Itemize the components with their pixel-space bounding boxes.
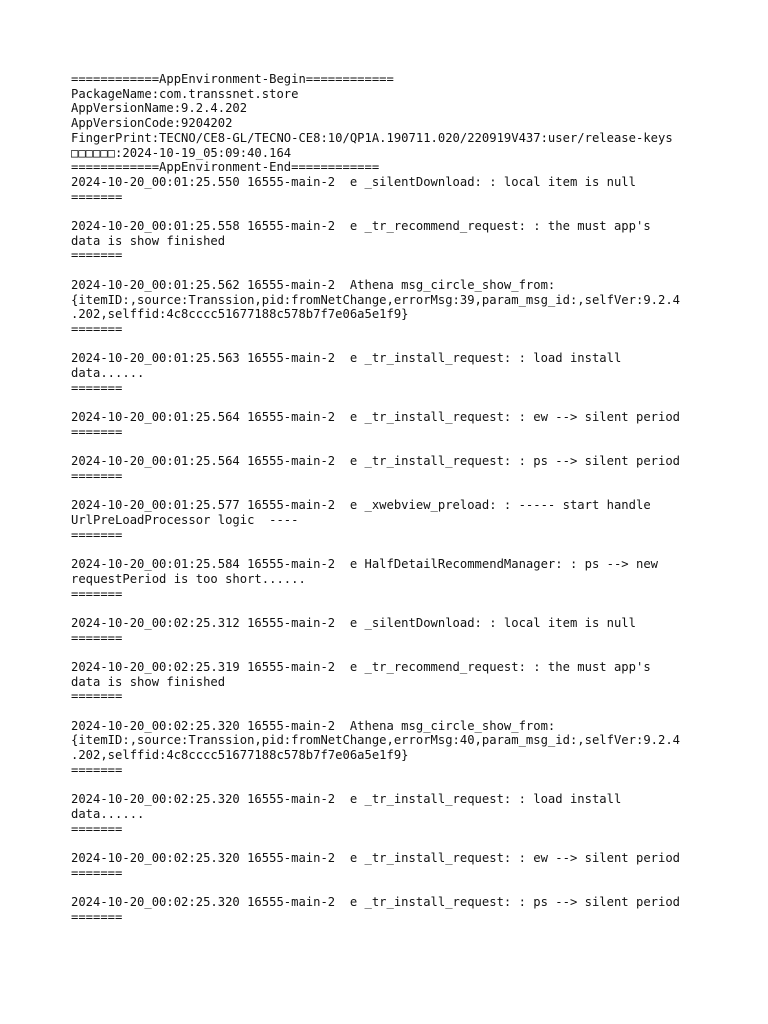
blank-line — [71, 440, 711, 455]
env-line: □□□□□□:2024-10-19_05:09:40.164 — [71, 145, 292, 160]
log-entry-separator: ======= — [71, 380, 123, 395]
log-entry-line: .202,selffid:4c8cccc51677188c578b7f7e06a5e1f9} — [71, 748, 409, 763]
log-entry — [71, 410, 711, 454]
blank-line — [71, 204, 711, 219]
log-entry — [71, 851, 711, 895]
log-entry-separator: ======= — [71, 424, 123, 439]
log-entry-line: 2024-10-20_00:02:25.320 16555-main-2 e _tr_install_request: : ew --> silent period — [71, 851, 681, 866]
log-entry-line: 2024-10-20_00:01:25.577 16555-main-2 e _xwebview_preload: : ----- start handle — [71, 498, 651, 513]
log-entry-line: 2024-10-20_00:01:25.562 16555-main-2 Athena msg_circle_show_from: — [71, 277, 556, 292]
log-entry-separator: ======= — [71, 689, 123, 704]
log-entry-line: requestPeriod is too short...... — [71, 571, 306, 586]
log-entry-line: 2024-10-20_00:02:25.320 16555-main-2 e _tr_install_request: : ps --> silent period — [71, 895, 681, 910]
log-entry-line: 2024-10-20_00:01:25.563 16555-main-2 e _tr_install_request: : load install — [71, 351, 622, 366]
log-entry-line: 2024-10-20_00:01:25.550 16555-main-2 e _silentDownload: : local item is null — [71, 174, 636, 189]
blank-line — [71, 601, 711, 616]
log-entry-line: 2024-10-20_00:01:25.584 16555-main-2 e HalfDetailRecommendManager: : ps --> new — [71, 557, 658, 572]
log-entry-line: 2024-10-20_00:01:25.564 16555-main-2 e _tr_install_request: : ps --> silent period — [71, 454, 681, 469]
env-line: AppVersionCode:9204202 — [71, 116, 233, 131]
log-entry-line: data...... — [71, 806, 145, 821]
log-entry-line: data is show finished — [71, 674, 226, 689]
log-entry — [71, 219, 711, 278]
log-entry-separator: ======= — [71, 630, 123, 645]
log-entry — [71, 792, 711, 851]
blank-line — [71, 337, 711, 352]
log-entry-line: 2024-10-20_00:01:25.564 16555-main-2 e _tr_install_request: : ew --> silent period — [71, 410, 681, 425]
log-entry — [71, 175, 711, 219]
log-entry — [71, 351, 711, 410]
log-entry-line: {itemID:,source:Transsion,pid:fromNetChange,errorMsg:39,param_msg_id:,selfVer:9.2.4 — [71, 292, 681, 307]
log-entry-separator: ======= — [71, 762, 123, 777]
log-entry-line: 2024-10-20_00:02:25.320 16555-main-2 Athena msg_circle_show_from: — [71, 718, 556, 733]
log-entries — [71, 175, 711, 925]
log-entry-separator: ======= — [71, 189, 123, 204]
log-entry-line: .202,selffid:4c8cccc51677188c578b7f7e06a5e1f9} — [71, 307, 409, 322]
log-entry-line: 2024-10-20_00:02:25.320 16555-main-2 e _tr_install_request: : load install — [71, 792, 622, 807]
log-entry-separator: ======= — [71, 865, 123, 880]
blank-line — [71, 836, 711, 851]
log-entry-line: 2024-10-20_00:02:25.312 16555-main-2 e _silentDownload: : local item is null — [71, 615, 636, 630]
blank-line — [71, 484, 711, 499]
log-entry-separator: ======= — [71, 468, 123, 483]
blank-line — [71, 778, 711, 793]
log-entry-separator: ======= — [71, 586, 123, 601]
env-line: FingerPrint:TECNO/CE8-GL/TECNO-CE8:10/QP1A.190711.020/220919V437:user/release-keys — [71, 130, 673, 145]
blank-line — [71, 395, 711, 410]
log-entry — [71, 660, 711, 719]
log-entry-separator: ======= — [71, 821, 123, 836]
log-entry-line: 2024-10-20_00:01:25.558 16555-main-2 e _tr_recommend_request: : the must app's — [71, 219, 651, 234]
log-entry — [71, 278, 711, 352]
log-entry-line: data is show finished — [71, 233, 226, 248]
blank-line — [71, 263, 711, 278]
log-entry-line: UrlPreLoadProcessor logic ---- — [71, 513, 299, 527]
log-document — [71, 72, 711, 925]
log-entry — [71, 895, 711, 924]
blank-line — [71, 542, 711, 557]
log-entry — [71, 557, 711, 616]
log-entry-line: data...... — [71, 366, 145, 381]
log-entry-separator: ======= — [71, 909, 123, 924]
log-entry-separator: ======= — [71, 527, 123, 542]
blank-line — [71, 704, 711, 719]
env-line: ============AppEnvironment-End============ — [71, 160, 380, 175]
log-entry-line: 2024-10-20_00:02:25.319 16555-main-2 e _tr_recommend_request: : the must app's — [71, 659, 651, 674]
log-entry-separator: ======= — [71, 321, 123, 336]
blank-line — [71, 645, 711, 660]
env-line: PackageName:com.transsnet.store — [71, 86, 299, 101]
log-entry — [71, 498, 711, 557]
log-entry — [71, 719, 711, 793]
log-entry — [71, 616, 711, 660]
log-entry — [71, 454, 711, 498]
log-entry-separator: ======= — [71, 248, 123, 263]
log-entry-line: {itemID:,source:Transsion,pid:fromNetChange,errorMsg:40,param_msg_id:,selfVer:9.2.4 — [71, 733, 681, 748]
env-line: AppVersionName:9.2.4.202 — [71, 101, 248, 116]
env-line: ============AppEnvironment-Begin============ — [71, 72, 394, 86]
blank-line — [71, 880, 711, 895]
app-environment-header — [71, 72, 711, 175]
